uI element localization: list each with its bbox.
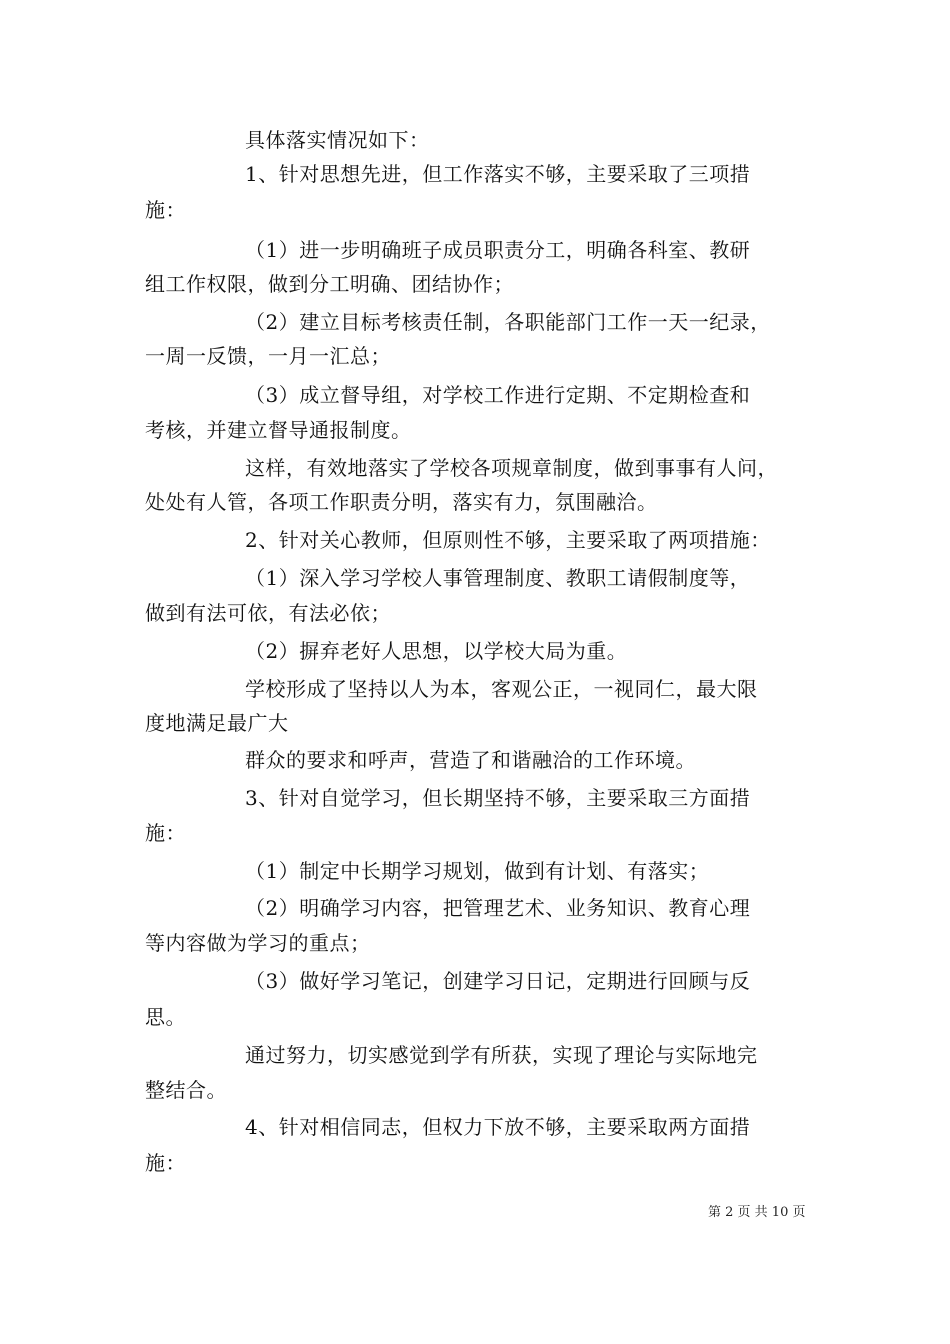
paragraph-line: （3）做好学习笔记，创建学习日记，定期进行回顾与反 <box>245 969 751 993</box>
paragraph-line: 一周一反馈，一月一汇总； <box>145 344 391 368</box>
paragraph-line: （1）深入学习学校人事管理制度、教职工请假制度等， <box>245 566 751 590</box>
paragraph-line: 通过努力，切实感觉到学有所获，实现了理论与实际地完 <box>245 1043 758 1067</box>
paragraph-line: 思。 <box>145 1005 186 1029</box>
paragraph-line: 1、针对思想先进，但工作落实不够，主要采取了三项措 <box>245 162 751 186</box>
paragraph-line: 做到有法可依，有法必依； <box>145 601 391 625</box>
paragraph-line: （2）明确学习内容，把管理艺术、业务知识、教育心理 <box>245 896 751 920</box>
paragraph-line: 具体落实情况如下： <box>245 128 430 152</box>
paragraph-line: 等内容做为学习的重点； <box>145 931 371 955</box>
paragraph-line: 考核，并建立督导通报制度。 <box>145 418 412 442</box>
paragraph-line: （1）进一步明确班子成员职责分工，明确各科室、教研 <box>245 238 751 262</box>
paragraph-line: （2）建立目标考核责任制，各职能部门工作一天一纪录， <box>245 310 771 334</box>
paragraph-line: 施： <box>145 1151 186 1175</box>
paragraph-line: （2）摒弃老好人思想，以学校大局为重。 <box>245 639 628 663</box>
paragraph-line: （1）制定中长期学习规划，做到有计划、有落实； <box>245 859 710 883</box>
paragraph-line: 2、针对关心教师，但原则性不够，主要采取了两项措施： <box>245 528 771 552</box>
paragraph-line: 整结合。 <box>145 1078 227 1102</box>
paragraph-line: 度地满足最广大 <box>145 711 289 735</box>
paragraph-line: 施： <box>145 198 186 222</box>
paragraph-line: 4、针对相信同志，但权力下放不够，主要采取两方面措 <box>245 1115 751 1139</box>
page-number: 第 2 页 共 10 页 <box>708 1205 806 1220</box>
paragraph-line: 3、针对自觉学习，但长期坚持不够，主要采取三方面措 <box>245 786 751 810</box>
paragraph-line: 学校形成了坚持以人为本，客观公正，一视同仁，最大限 <box>245 677 758 701</box>
paragraph-line: 组工作权限，做到分工明确、团结协作； <box>145 272 514 296</box>
paragraph-line: 群众的要求和呼声，营造了和谐融洽的工作环境。 <box>245 748 696 772</box>
paragraph-line: 施： <box>145 821 186 845</box>
paragraph-line: 处处有人管，各项工作职责分明，落实有力，氛围融洽。 <box>145 490 658 514</box>
paragraph-line: （3）成立督导组，对学校工作进行定期、不定期检查和 <box>245 383 751 407</box>
paragraph-line: 这样，有效地落实了学校各项规章制度，做到事事有人问， <box>245 456 778 480</box>
